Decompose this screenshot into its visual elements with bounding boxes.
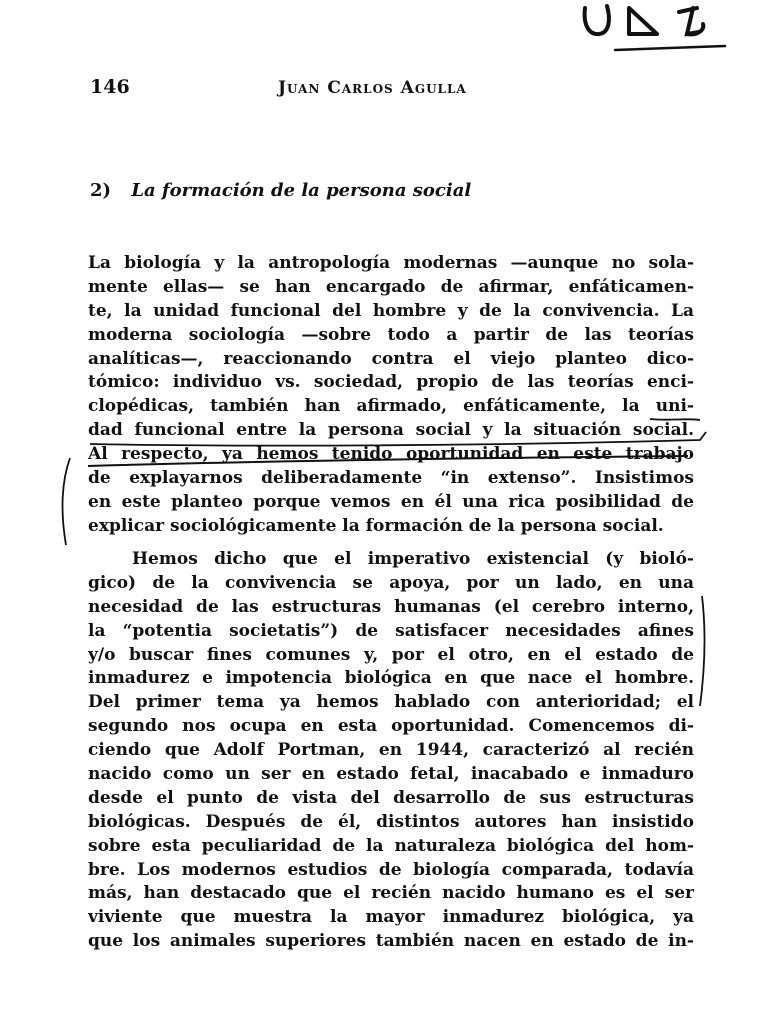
- text-line: desde el punto de vista del desarrollo de sus estructuras: [88, 787, 694, 808]
- text-line: ciendo que Adolf Portman, en 1944, caracterizó al recién: [88, 740, 694, 761]
- page-number: 146: [90, 76, 130, 98]
- section-number: 2): [90, 180, 112, 201]
- text-line: biológicas. Después de él, distintos autores han insistido: [88, 811, 694, 832]
- text-line: gico) de la convivencia se apoya, por un lado, en una: [88, 572, 694, 593]
- text-line: clopédicas, también han afirmado, enfáticamente, la uni-: [88, 396, 694, 417]
- text-line: de explayarnos deliberadamente “in extenso”. Insistimos: [88, 468, 694, 489]
- text-line: La biología y la antropología modernas —aunque no sola-: [88, 253, 694, 273]
- text-line: que los animales superiores también nacen en estado de in-: [88, 931, 694, 952]
- text-line: moderna sociología —sobre todo a partir de las teorías: [88, 324, 694, 345]
- text-line: en este planteo porque vemos en él una rica posibilidad de: [88, 491, 694, 512]
- text-line: la “potentia societatis”) de satisfacer necesidades afines: [88, 620, 694, 641]
- text-line: y/o buscar fines comunes y, por el otro, en el estado de: [88, 644, 694, 665]
- text-line: dad funcional entre la persona social y la situación social.: [88, 420, 694, 441]
- page-header: [90, 76, 690, 102]
- text-line: Hemos dicho que el imperativo existencial (y bioló-: [132, 549, 694, 569]
- paragraph-1: [88, 252, 694, 539]
- text-line: viviente que muestra la mayor inmadurez biológica, ya: [88, 907, 694, 928]
- text-line: te, la unidad funcional del hombre y de la convivencia. La: [88, 300, 694, 321]
- paragraph-2: [88, 548, 694, 954]
- text-line: mente ellas— se han encargado de afirmar, enfáticamen-: [88, 276, 694, 297]
- text-line: Del primer tema ya hemos hablado con anterioridad; el: [88, 692, 694, 713]
- margin-bracket-right: [700, 596, 704, 706]
- text-line: segundo nos ocupa en esta oportunidad. Comencemos di-: [88, 716, 694, 737]
- section-title: La formación de la persona social: [131, 180, 472, 201]
- text-line: sobre esta peculiaridad de la naturaleza biológica del hom-: [88, 835, 694, 856]
- running-head: Juan Carlos Agulla: [278, 78, 467, 98]
- handwritten-corner-mark: [575, 0, 735, 60]
- text-line-struck: Al respecto, ya hemos tenido oportunidad en este trabajo: [88, 444, 694, 465]
- text-line: necesidad de las estructuras humanas (el cerebro interno,: [88, 596, 694, 617]
- text-line: tómico: individuo vs. sociedad, propio de las teorías enci-: [88, 372, 694, 393]
- text-line: bre. Los modernos estudios de biología comparada, todavía: [88, 859, 694, 880]
- margin-bracket-left: [63, 458, 70, 545]
- section-heading: [90, 180, 471, 201]
- text-line: inmadurez e impotencia biológica en que nace el hombre.: [88, 668, 694, 689]
- text-line: nacido como un ser en estado fetal, inacabado e inmaduro: [88, 764, 694, 785]
- text-line: explicar sociológicamente la formación de la persona social.: [88, 515, 664, 536]
- text-line: analíticas—, reaccionando contra el viejo planteo dico-: [88, 348, 694, 369]
- text-line: más, han destacado que el recién nacido humano es el ser: [88, 883, 694, 904]
